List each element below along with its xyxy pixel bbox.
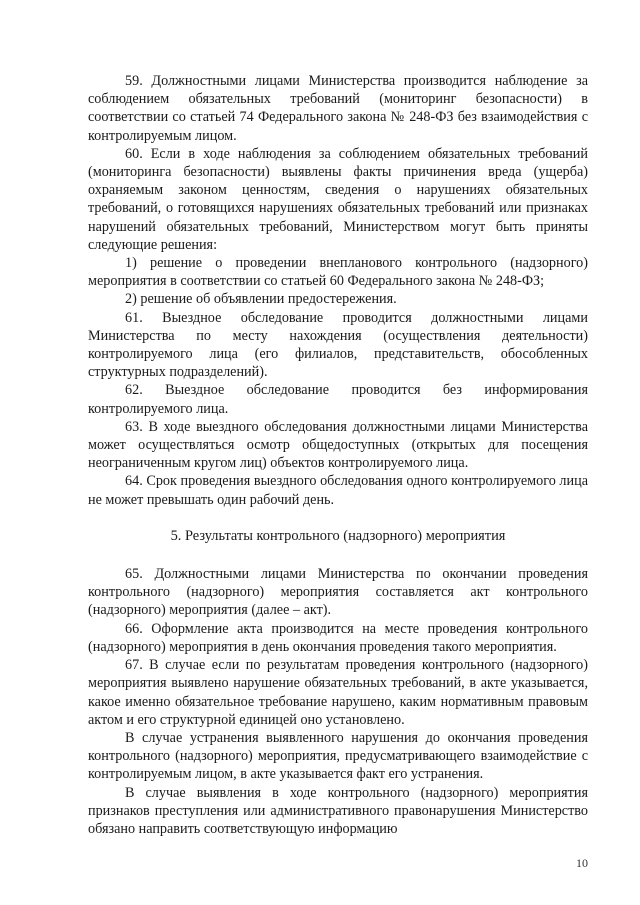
paragraph-67-crime-signs: В случае выявления в ходе контрольного (надзорного) мероприятия признаков преступления или административного правонарушения Министерство обязано направить соответствующую информацию: [88, 784, 588, 837]
paragraph-64: 64. Срок проведения выездного обследования одного контролируемого лица не может превышать один рабочий день.: [88, 473, 588, 508]
paragraph-62: 62. Выездное обследование проводится без информирования контролируемого лица.: [88, 382, 588, 417]
paragraph-60-item-2: 2) решение об объявлении предостережения.: [125, 291, 397, 308]
section-heading: 5. Результаты контрольного (надзорного) мероприятия: [170, 527, 506, 544]
paragraph-67: 67. В случае если по результатам проведения контрольного (надзорного) мероприятия выявлено нарушение обязательных требований, в акте указывается, какое именно обязательное требование нарушено, каким нормативным правовым актом и его структурной единицей оно установлено.: [88, 657, 588, 728]
paragraph-67-elimination: В случае устранения выявленного нарушения до окончания проведения контрольного (надзорного) мероприятия, предусматривающего взаимодействие с контролируемым лицом, в акте указывается факт его устранения.: [88, 729, 588, 783]
paragraph-61: 61. Выездное обследование проводится должностными лицами Министерства по месту нахождения (осуществления деятельности) контролируемого лица (его филиалов, представительств, обособленных структурных подразделений).: [88, 309, 588, 381]
paragraph-60: 60. Если в ходе наблюдения за соблюдением обязательных требований (мониторинга безопасности) выявлены факты причинения вреда (ущерба) охраняемым законом ценностям, сведения о нарушениях обязательных требований, о готовящихся нарушениях обязательных требований или признаках нарушений обязательных требований, Министерством могут быть приняты следующие решения:: [88, 145, 588, 253]
paragraph-60-item-1: 1) решение о проведении внепланового контрольного (надзорного) мероприятия в соответствии со статьей 60 Федерального закона № 248-ФЗ;: [88, 255, 588, 290]
paragraph-65: 65. Должностными лицами Министерства по окончании проведения контрольного (надзорного) мероприятия составляется акт контрольного (надзорного) мероприятия (далее – акт).: [88, 566, 588, 619]
paragraph-63: 63. В ходе выездного обследования должностными лицами Министерства может осуществляться осмотр общедоступных (открытых для посещения неограниченным кругом лиц) объектов контролируемого лица.: [88, 418, 588, 472]
document-page: [88, 72, 588, 838]
paragraph-59: 59. Должностными лицами Министерства производится наблюдение за соблюдением обязательных требований (мониторинг безопасности) в соответствии со статьей 74 Федерального закона № 248-ФЗ без взаимодействия с контролируемым лицом.: [88, 73, 588, 144]
paragraph-66: 66. Оформление акта производится на месте проведения контрольного (надзорного) мероприятия в день окончания проведения такого мероприятия.: [88, 620, 588, 655]
page-number: 10: [576, 856, 588, 870]
